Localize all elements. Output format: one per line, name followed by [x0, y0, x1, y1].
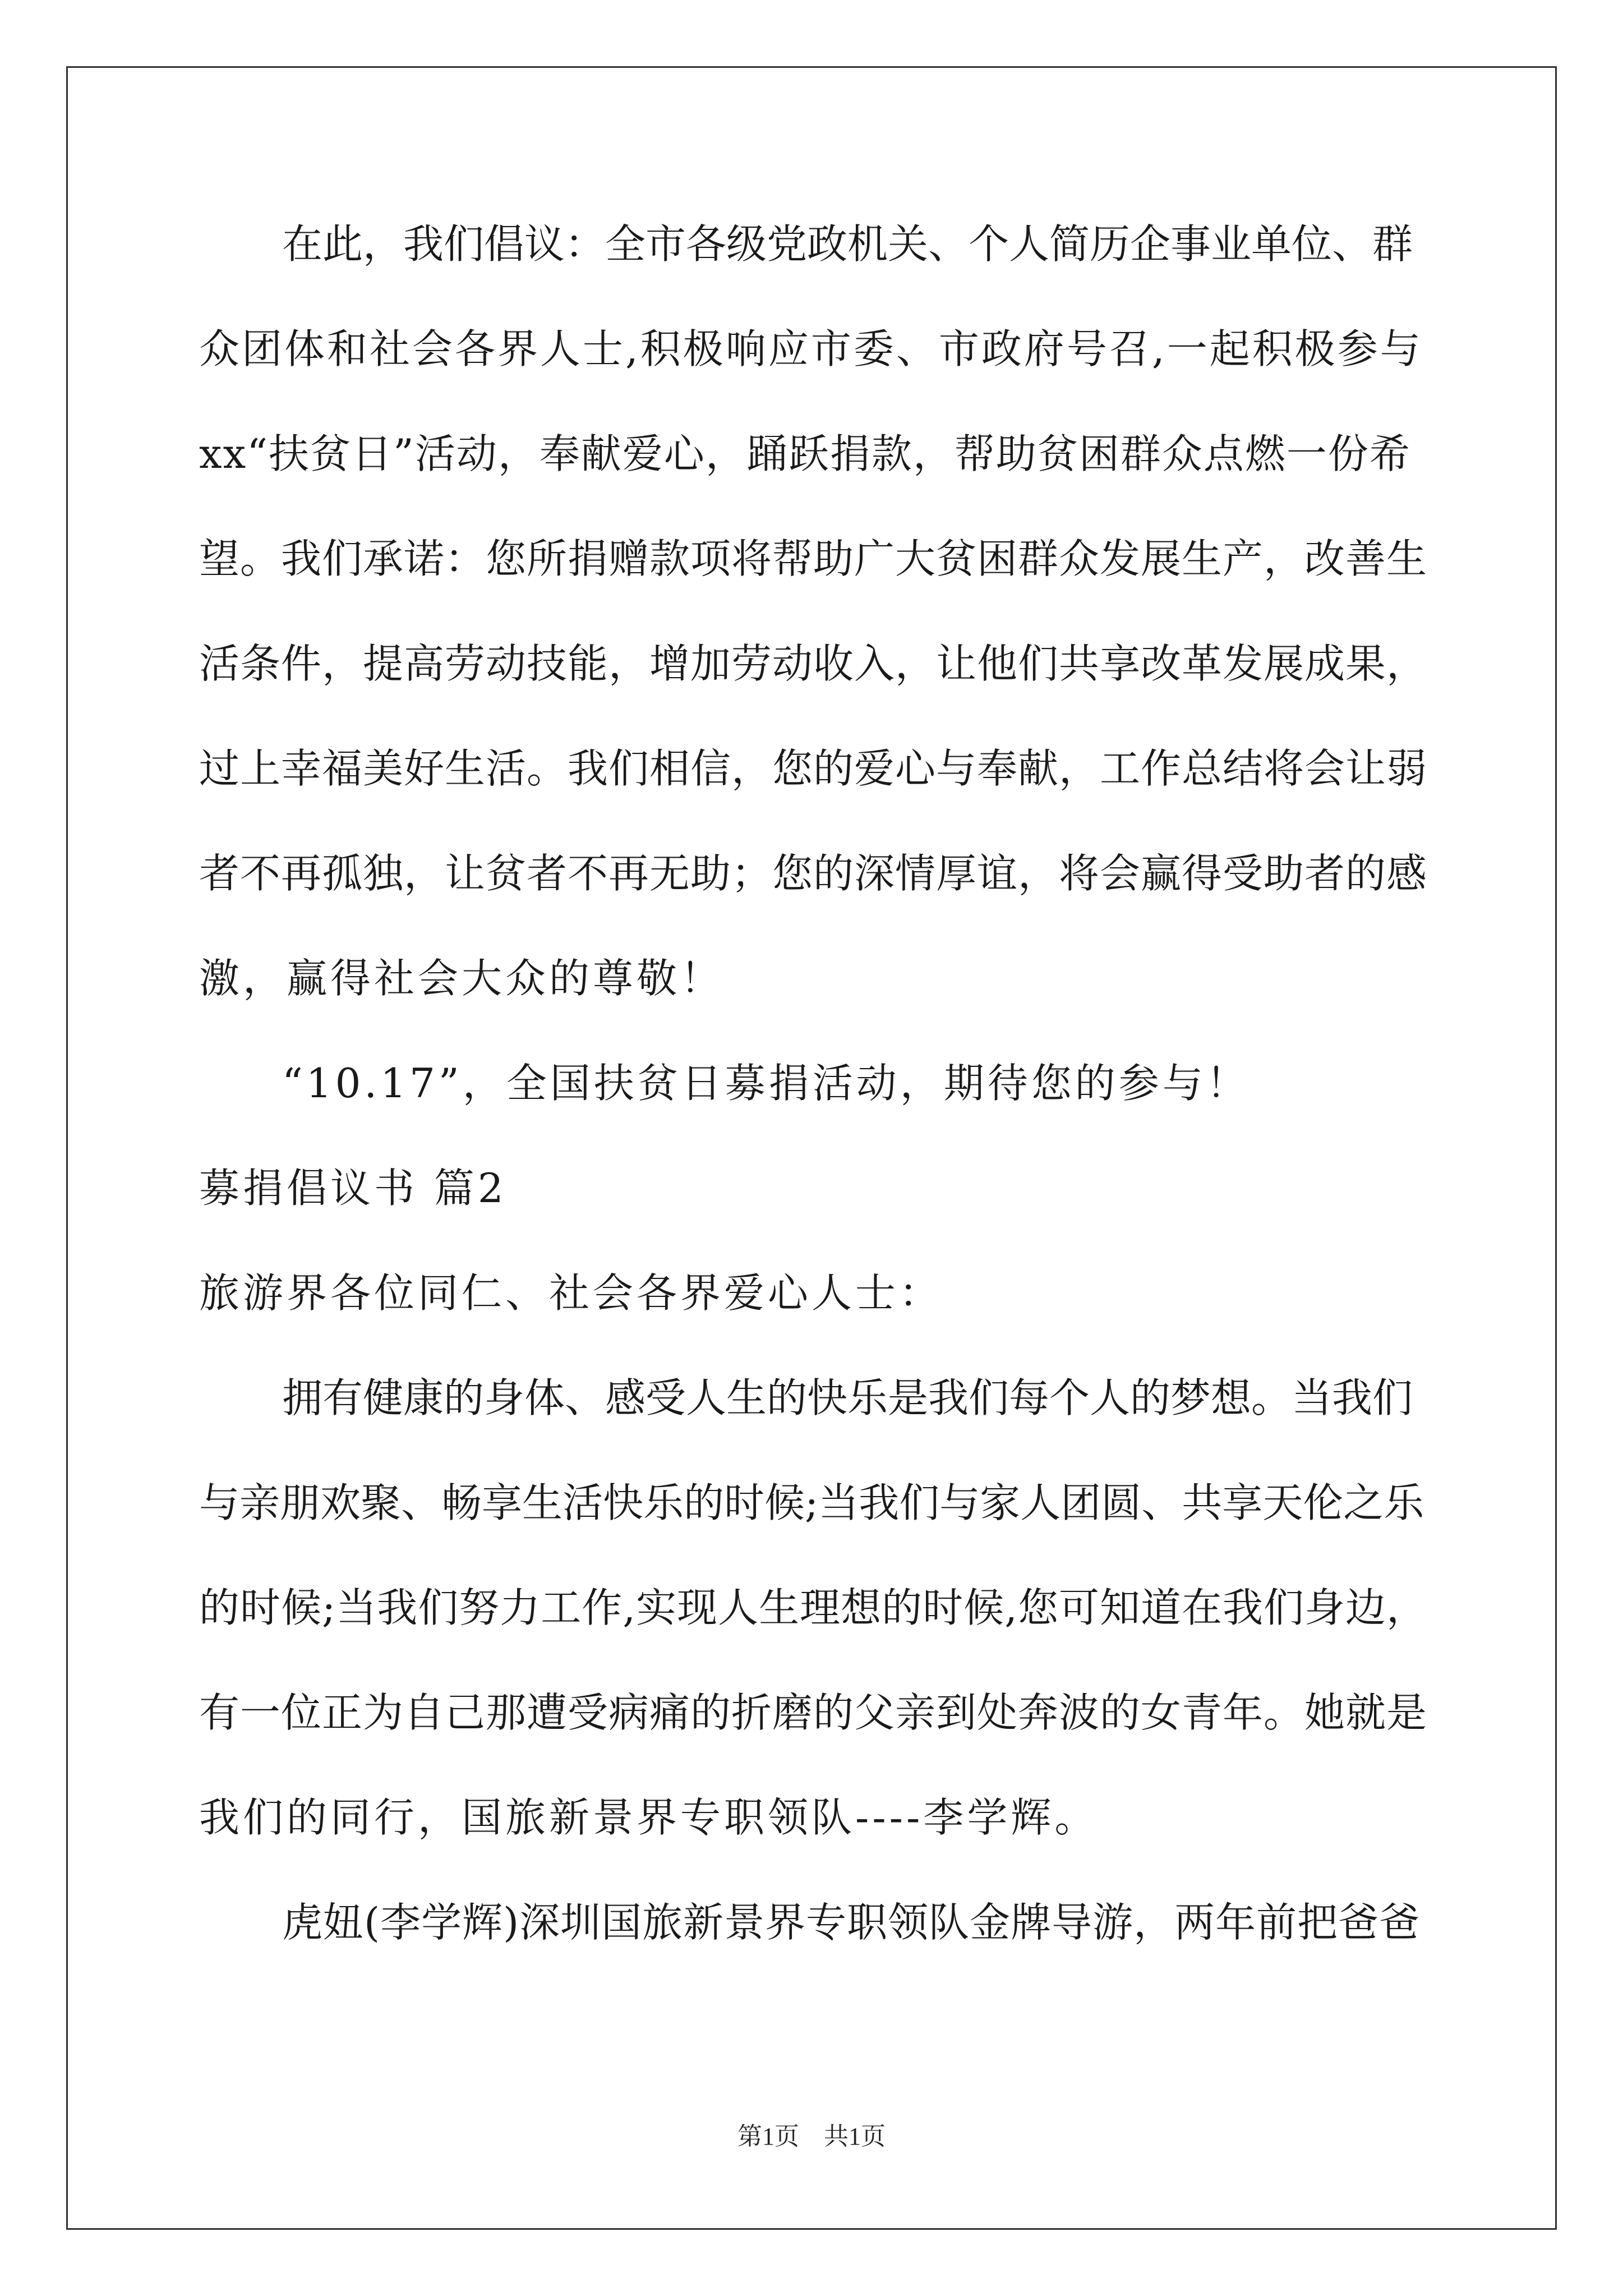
paragraph-line: 与亲朋欢聚、畅享生活快乐的时候;当我们与家人团圆、共享天伦之乐 [199, 1479, 1424, 1526]
paragraph-line: 拥有健康的身体、感受人生的快乐是我们每个人的梦想。当我们 [282, 1374, 1413, 1421]
paragraph-line: 活条件，提高劳动技能，增加劳动收入，让他们共享改革发展成果， [199, 640, 1428, 687]
paragraph-line: 我们的同行，国旅新景界专职领队----李学辉。 [199, 1794, 1099, 1841]
paragraph-line: 望。我们承诺：您所捐赠款项将帮助广大贫困群众发展生产，改善生 [199, 535, 1428, 582]
section-title: 募捐倡议书 篇2 [199, 1165, 507, 1212]
paragraph-line: 有一位正为自己那遭受病痛的折磨的父亲到处奔波的女青年。她就是 [199, 1689, 1428, 1736]
paragraph-line: 过上幸福美好生活。我们相信，您的爱心与奉献，工作总结将会让弱 [199, 745, 1428, 792]
paragraph-line: “10.17”，全国扶贫日募捐活动，期待您的参与！ [282, 1060, 1250, 1107]
paragraph-line: xx“扶贫日”活动，奉献爱心，踊跃捐款，帮助贫困群众点燃一份希 [199, 430, 1411, 477]
paragraph-line: 众团体和社会各界人士,积极响应市委、市政府号召,一起积极参与 [199, 325, 1423, 372]
paragraph-line: 在此，我们倡议：全市各级党政机关、个人简历企事业单位、群 [282, 220, 1413, 268]
page-number-footer: 第1页 共1页 [737, 2123, 886, 2150]
paragraph-line: 激，赢得社会大众的尊敬！ [199, 955, 725, 1002]
paragraph-line: 者不再孤独，让贫者不再无助；您的深情厚谊，将会赢得受助者的感 [199, 850, 1428, 897]
salutation: 旅游界各位同仁、社会各界爱心人士： [199, 1269, 943, 1317]
paragraph-line: 虎妞(李学辉)深圳国旅新景界专职领队金牌导游，两年前把爸爸 [282, 1899, 1421, 1946]
paragraph-line: 的时候;当我们努力工作,实现人生理想的时候,您可知道在我们身边， [199, 1584, 1428, 1631]
